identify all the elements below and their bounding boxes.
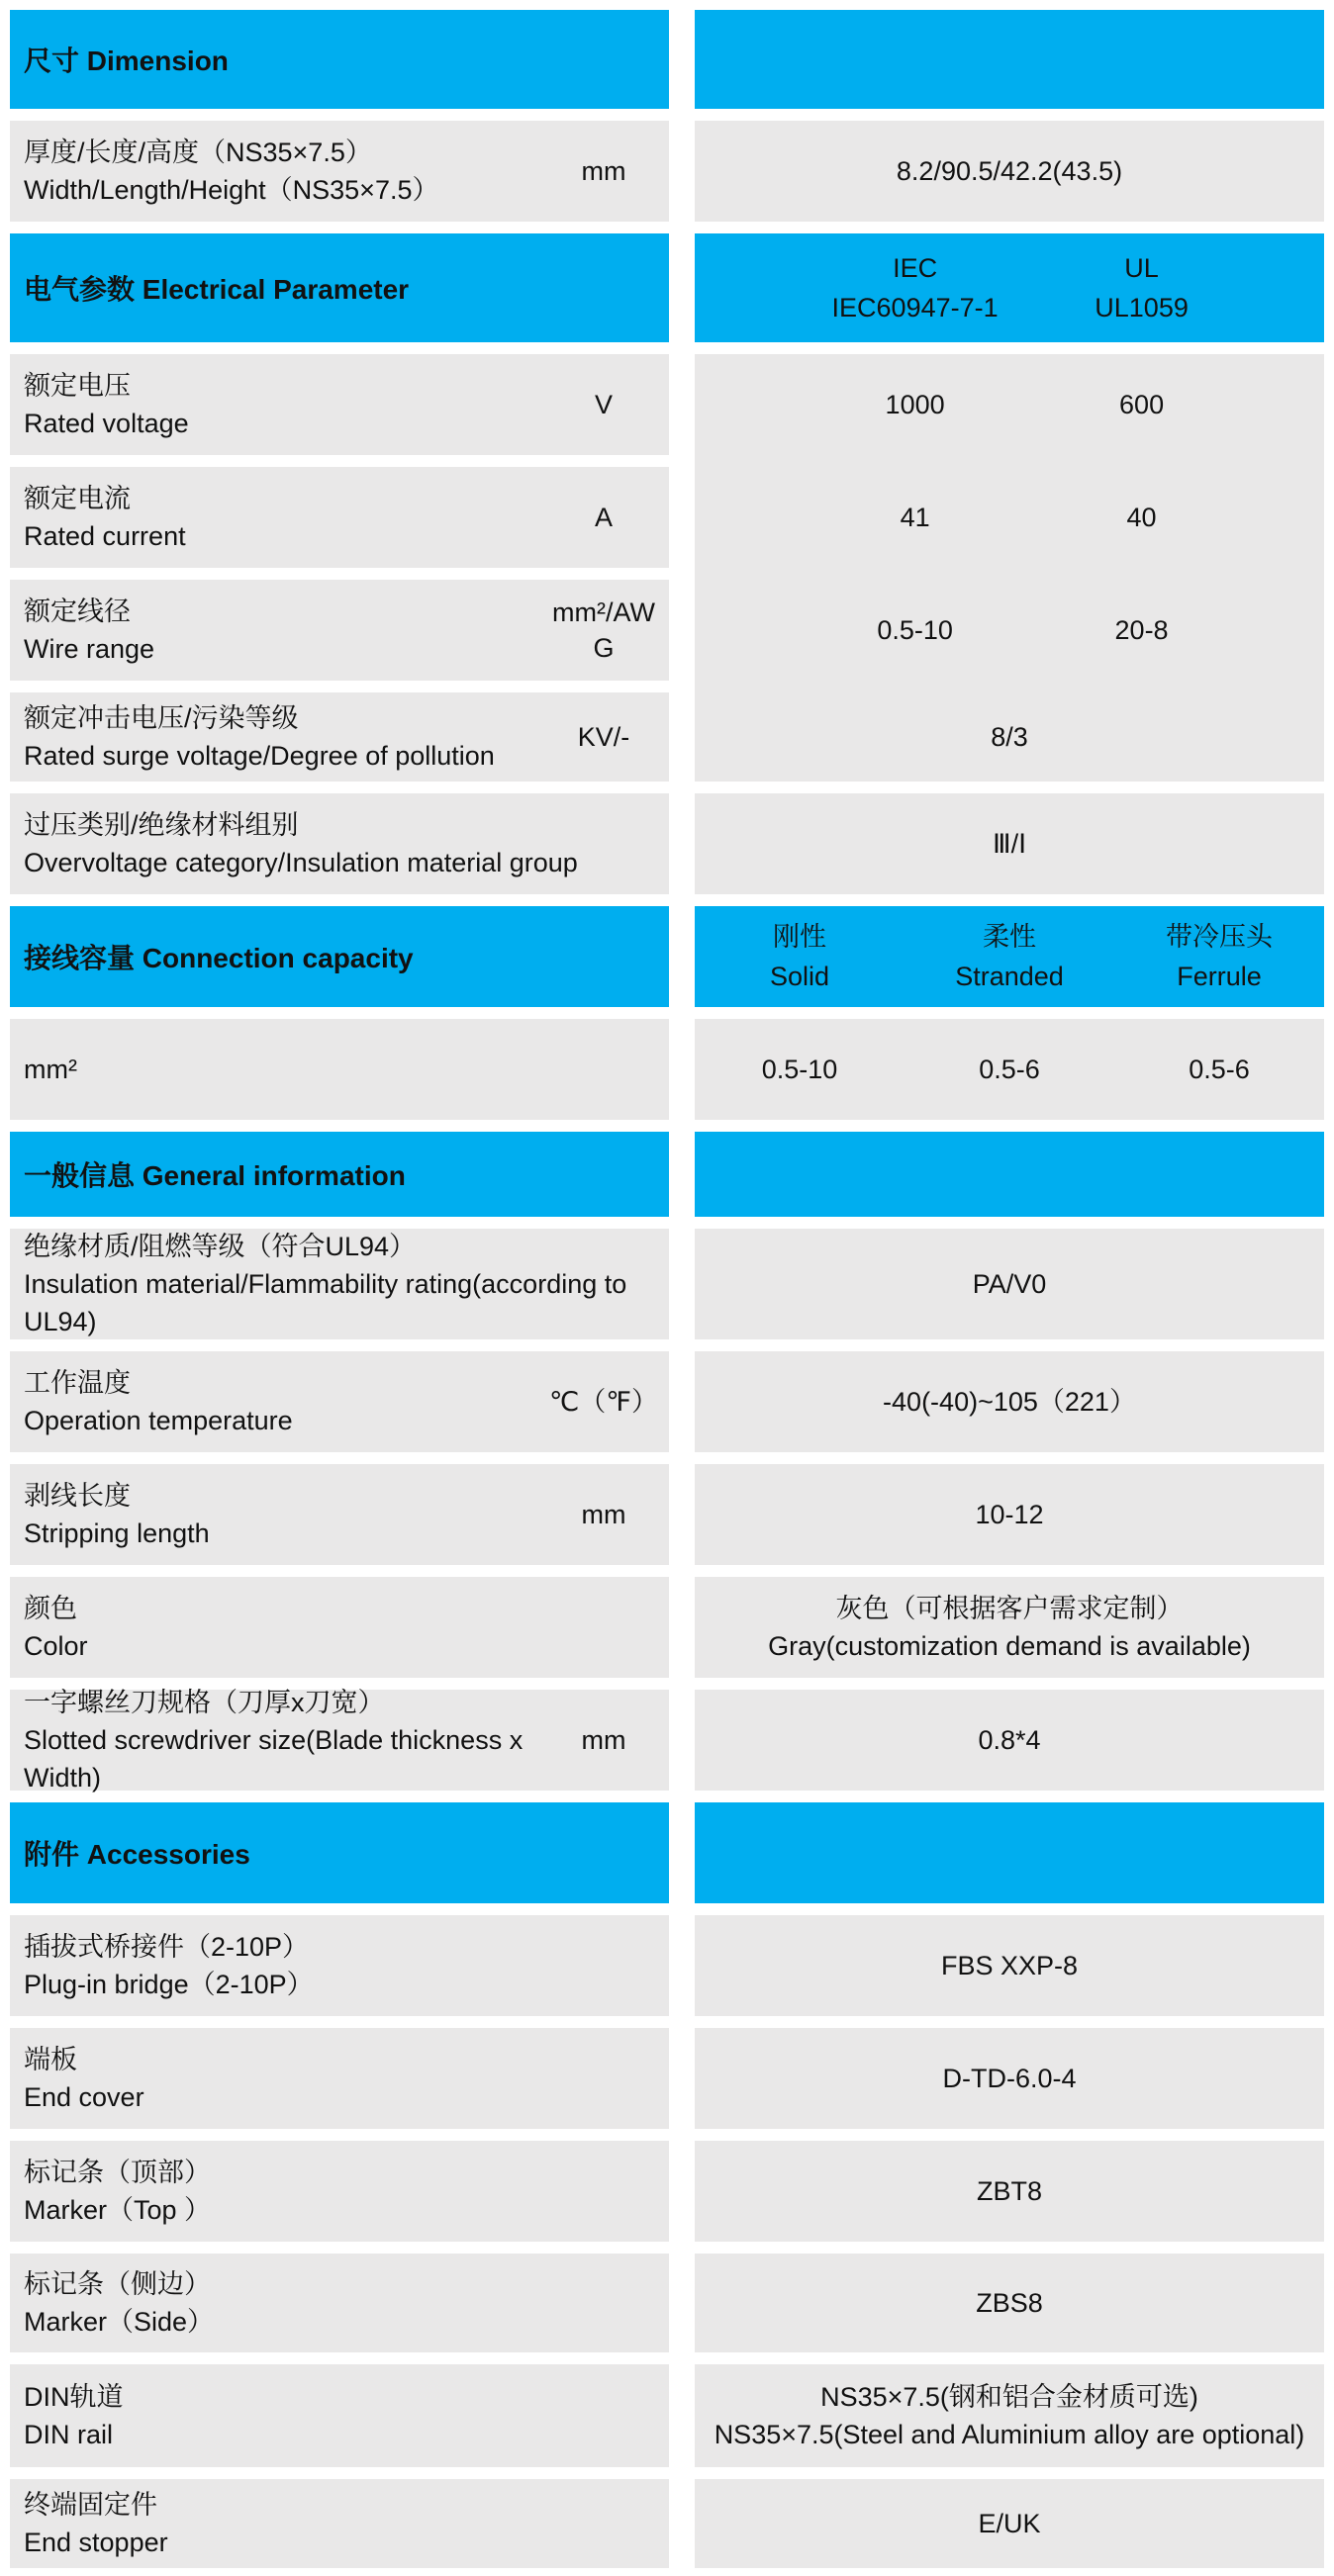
surge-voltage-value [695, 692, 1324, 782]
row-label-zh: 工作温度 [24, 1368, 131, 1398]
row-label-en: Operation temperature [24, 1406, 293, 1435]
column-ferrule-zh: 带冷压头 [1166, 922, 1273, 952]
column-ul-sub: UL1059 [1095, 293, 1189, 322]
row-stripping-length [10, 1464, 1324, 1565]
row-label [24, 593, 542, 668]
row-end-stopper [10, 2479, 1324, 2568]
row-value: 0.8*4 [978, 1725, 1041, 1755]
row-value-zh: 灰色（可根据客户需求定制） [835, 1594, 1184, 1623]
row-value-en: NS35×7.5(Steel and Aluminium alloy are optional) [714, 2420, 1305, 2449]
row-label [24, 1228, 669, 1340]
row-unit: KV/- [577, 722, 630, 752]
row-label-en: Insulation material/Flammability rating(according to UL94) [24, 1269, 627, 1336]
row-marker-side [10, 2254, 1324, 2352]
column-stranded-en: Stranded [955, 962, 1064, 991]
row-label [24, 1477, 542, 1552]
row-label-zh: 额定电流 [24, 484, 131, 513]
row-value: 10-12 [975, 1500, 1044, 1529]
section-header-accessories-right-cell [695, 1802, 1324, 1903]
section-header-dimension-title-cell [10, 10, 669, 109]
row-label-en: DIN rail [24, 2420, 114, 2449]
row-color [10, 1577, 1324, 1678]
row-label [24, 367, 542, 442]
row-label-en: Rated voltage [24, 409, 189, 438]
value-columns [695, 611, 1324, 649]
row-color-value-cell [695, 1577, 1324, 1678]
row-label [24, 134, 542, 209]
section-header-electrical-title-cell [10, 233, 669, 342]
row-size [10, 121, 1324, 222]
column-solid [695, 917, 905, 996]
row-din-rail-label-cell [10, 2364, 669, 2467]
row-label [24, 2486, 669, 2561]
row-label-zh: 插拔式桥接件（2-10P） [24, 1932, 310, 1962]
row-label-en: Marker（Top ） [24, 2195, 212, 2225]
row-overvoltage [10, 793, 1324, 894]
row-stripping-label-cell [10, 1464, 669, 1565]
row-unit: mm²/AWG [552, 598, 655, 663]
value-iec: 1000 [885, 390, 945, 419]
row-label [24, 1928, 669, 2003]
row-insulation [10, 1229, 1324, 1339]
section-header-connection [10, 906, 1324, 1007]
row-label-zh: 终端固定件 [24, 2490, 157, 2520]
value-columns [695, 499, 1324, 536]
row-label-zh: 额定冲击电压/污染等级 [24, 703, 299, 733]
row-label [24, 2154, 669, 2229]
row-stripping-value-cell [695, 1464, 1324, 1565]
row-label-zh: 颜色 [24, 1594, 77, 1623]
row-overvoltage-label-cell [10, 793, 669, 894]
row-color-label-cell [10, 1577, 669, 1678]
row-label [24, 2265, 669, 2341]
row-label [24, 806, 669, 881]
row-label-zh: 厚度/长度/高度（NS35×7.5） [24, 138, 372, 167]
row-capacity-mm2 [10, 1019, 1324, 1120]
row-label-en: Stripping length [24, 1518, 210, 1548]
row-unit: A [594, 503, 613, 532]
row-label-zh: DIN轨道 [24, 2382, 124, 2412]
row-label-en: End cover [24, 2082, 144, 2112]
row-insulation-label-cell [10, 1229, 669, 1339]
section-header-connection-right-cell [695, 906, 1324, 1007]
row-unit: mm [581, 1725, 626, 1755]
row-marker-top [10, 2141, 1324, 2242]
section-header-dimension [10, 10, 1324, 109]
row-value: PA/V0 [972, 1269, 1047, 1299]
row-label-zh: 端板 [24, 2045, 77, 2074]
section-header-electrical-right-cell [695, 233, 1324, 342]
row-label-en: Overvoltage category/Insulation material group [24, 848, 578, 877]
row-screwdriver-value-cell [695, 1690, 1324, 1791]
row-value: FBS XXP-8 [940, 1951, 1079, 1980]
section-header-general [10, 1132, 1324, 1217]
rated-current-values [695, 467, 1324, 568]
row-unit: mm [581, 156, 626, 186]
row-label-en: Wire range [24, 634, 155, 664]
row-label [24, 2378, 669, 2453]
value-ferrule: 0.5-6 [1189, 1055, 1250, 1084]
row-label [24, 1051, 669, 1088]
section-header-accessories [10, 1802, 1324, 1903]
value-solid: 0.5-10 [761, 1055, 838, 1084]
row-label-en: End stopper [24, 2528, 168, 2557]
row-screwdriver-label-cell [10, 1690, 669, 1791]
row-end-cover-label-cell [10, 2028, 669, 2129]
row-rated-voltage-label-cell [10, 354, 669, 455]
row-value [715, 2378, 1305, 2453]
row-end-cover [10, 2028, 1324, 2129]
section-title: 一般信息 General information [24, 1160, 406, 1191]
row-value-zh: NS35×7.5(钢和铝合金材质可选) [820, 2382, 1198, 2412]
row-label-zh: 剥线长度 [24, 1481, 131, 1511]
row-label-en: Color [24, 1631, 88, 1661]
row-label-en: Marker（Side） [24, 2307, 215, 2337]
row-unit: V [594, 390, 613, 419]
row-wire-range-label-cell [10, 580, 669, 681]
row-value: ZBT8 [976, 2176, 1042, 2206]
column-ul-title: UL [1124, 253, 1159, 283]
row-marker-side-label-cell [10, 2254, 669, 2352]
column-iec-title: IEC [893, 253, 938, 283]
row-marker-side-value-cell [695, 2254, 1324, 2352]
row-bridge-label-cell [10, 1915, 669, 2016]
value-ul: 40 [1126, 503, 1157, 532]
row-marker-top-value-cell [695, 2141, 1324, 2242]
value-ul: 600 [1119, 390, 1165, 419]
row-rated-current-label-cell [10, 467, 669, 568]
row-capacity-label-cell [10, 1019, 669, 1120]
row-end-stopper-label-cell [10, 2479, 669, 2568]
section-header-electrical [10, 233, 1324, 342]
wire-range-values [695, 580, 1324, 681]
row-marker-top-label-cell [10, 2141, 669, 2242]
row-surge-voltage-label-cell [10, 692, 669, 782]
column-ferrule [1114, 917, 1324, 996]
section-title: 接线容量 Connection capacity [24, 943, 414, 973]
row-label-zh: 标记条（侧边） [24, 2269, 211, 2299]
row-label-zh: 过压类别/绝缘材料组别 [24, 810, 299, 840]
row-overvoltage-value-cell [695, 793, 1324, 894]
row-label-zh: 额定电压 [24, 371, 131, 401]
section-header-general-right-cell [695, 1132, 1324, 1217]
row-temperature-label-cell [10, 1351, 669, 1452]
section-title: 电气参数 Electrical Parameter [24, 274, 410, 305]
row-label [24, 1364, 542, 1439]
column-stranded-zh: 柔性 [983, 922, 1036, 952]
row-label-en: Rated surge voltage/Degree of pollution [24, 741, 495, 771]
row-value: -40(-40)~105（221） [883, 1387, 1136, 1417]
column-iec [802, 248, 1028, 327]
section-header-accessories-title-cell [10, 1802, 669, 1903]
row-screwdriver [10, 1690, 1324, 1791]
row-label-en: Rated current [24, 521, 186, 551]
row-temperature-value-cell [695, 1351, 1324, 1452]
row-label-zh: 额定线径 [24, 597, 131, 626]
rated-voltage-values [695, 354, 1324, 455]
column-stranded [905, 917, 1114, 996]
row-value: ZBS8 [976, 2288, 1043, 2318]
value-columns [695, 386, 1324, 423]
electrical-standard-columns [695, 248, 1324, 327]
section-title: 附件 Accessories [24, 1839, 250, 1870]
column-solid-en: Solid [769, 962, 830, 991]
electrical-body [10, 354, 1324, 782]
row-label [24, 2041, 669, 2116]
connection-type-columns [695, 917, 1324, 996]
row-label-en: Plug-in bridge（2-10P） [24, 1970, 314, 1999]
row-size-label-cell [10, 121, 669, 222]
row-label-zh: 绝缘材质/阻燃等级（符合UL94） [24, 1232, 417, 1261]
row-din-rail [10, 2364, 1324, 2467]
column-iec-sub: IEC60947-7-1 [831, 293, 999, 322]
row-label-zh: 标记条（顶部） [24, 2158, 211, 2187]
row-label-unit: mm² [24, 1055, 77, 1084]
row-value: Ⅲ/Ⅰ [992, 829, 1027, 859]
column-ul [1028, 248, 1255, 327]
row-label-en: Slotted screwdriver size(Blade thickness x Width) [24, 1725, 524, 1793]
column-solid-zh: 刚性 [773, 922, 826, 952]
row-label-en: Width/Length/Height（NS35×7.5） [24, 175, 439, 205]
row-value: E/UK [978, 2509, 1041, 2538]
row-label [24, 1684, 542, 1796]
value-columns [695, 1051, 1324, 1088]
row-capacity-values-cell [695, 1019, 1324, 1120]
section-header-connection-title-cell [10, 906, 669, 1007]
row-unit: mm [581, 1500, 626, 1529]
row-value: 8.2/90.5/42.2(43.5) [896, 156, 1123, 186]
section-header-dimension-right-cell [695, 10, 1324, 109]
section-title: 尺寸 Dimension [24, 46, 229, 76]
row-value [768, 1590, 1251, 1665]
row-value: D-TD-6.0-4 [942, 2064, 1077, 2093]
row-unit: ℃（℉） [548, 1387, 659, 1417]
electrical-left-stack [10, 354, 669, 782]
row-value: 8/3 [991, 722, 1028, 752]
row-label-zh: 一字螺丝刀规格（刀厚x刀宽） [24, 1688, 385, 1717]
row-temperature [10, 1351, 1324, 1452]
value-iec: 0.5-10 [877, 615, 953, 645]
row-label [24, 699, 542, 775]
row-bridge-value-cell [695, 1915, 1324, 2016]
row-label [24, 480, 542, 555]
value-stranded: 0.5-6 [979, 1055, 1040, 1084]
electrical-values-merged-cell [695, 354, 1324, 782]
row-end-cover-value-cell [695, 2028, 1324, 2129]
value-ul: 20-8 [1114, 615, 1169, 645]
section-header-general-title-cell [10, 1132, 669, 1217]
column-ferrule-en: Ferrule [1177, 962, 1262, 991]
row-end-stopper-value-cell [695, 2479, 1324, 2568]
row-din-rail-value-cell [695, 2364, 1324, 2467]
value-iec: 41 [900, 503, 930, 532]
row-size-value-cell [695, 121, 1324, 222]
row-label [24, 1590, 669, 1665]
row-plug-in-bridge [10, 1915, 1324, 2016]
row-insulation-value-cell [695, 1229, 1324, 1339]
row-value-en: Gray(customization demand is available) [768, 1631, 1251, 1661]
